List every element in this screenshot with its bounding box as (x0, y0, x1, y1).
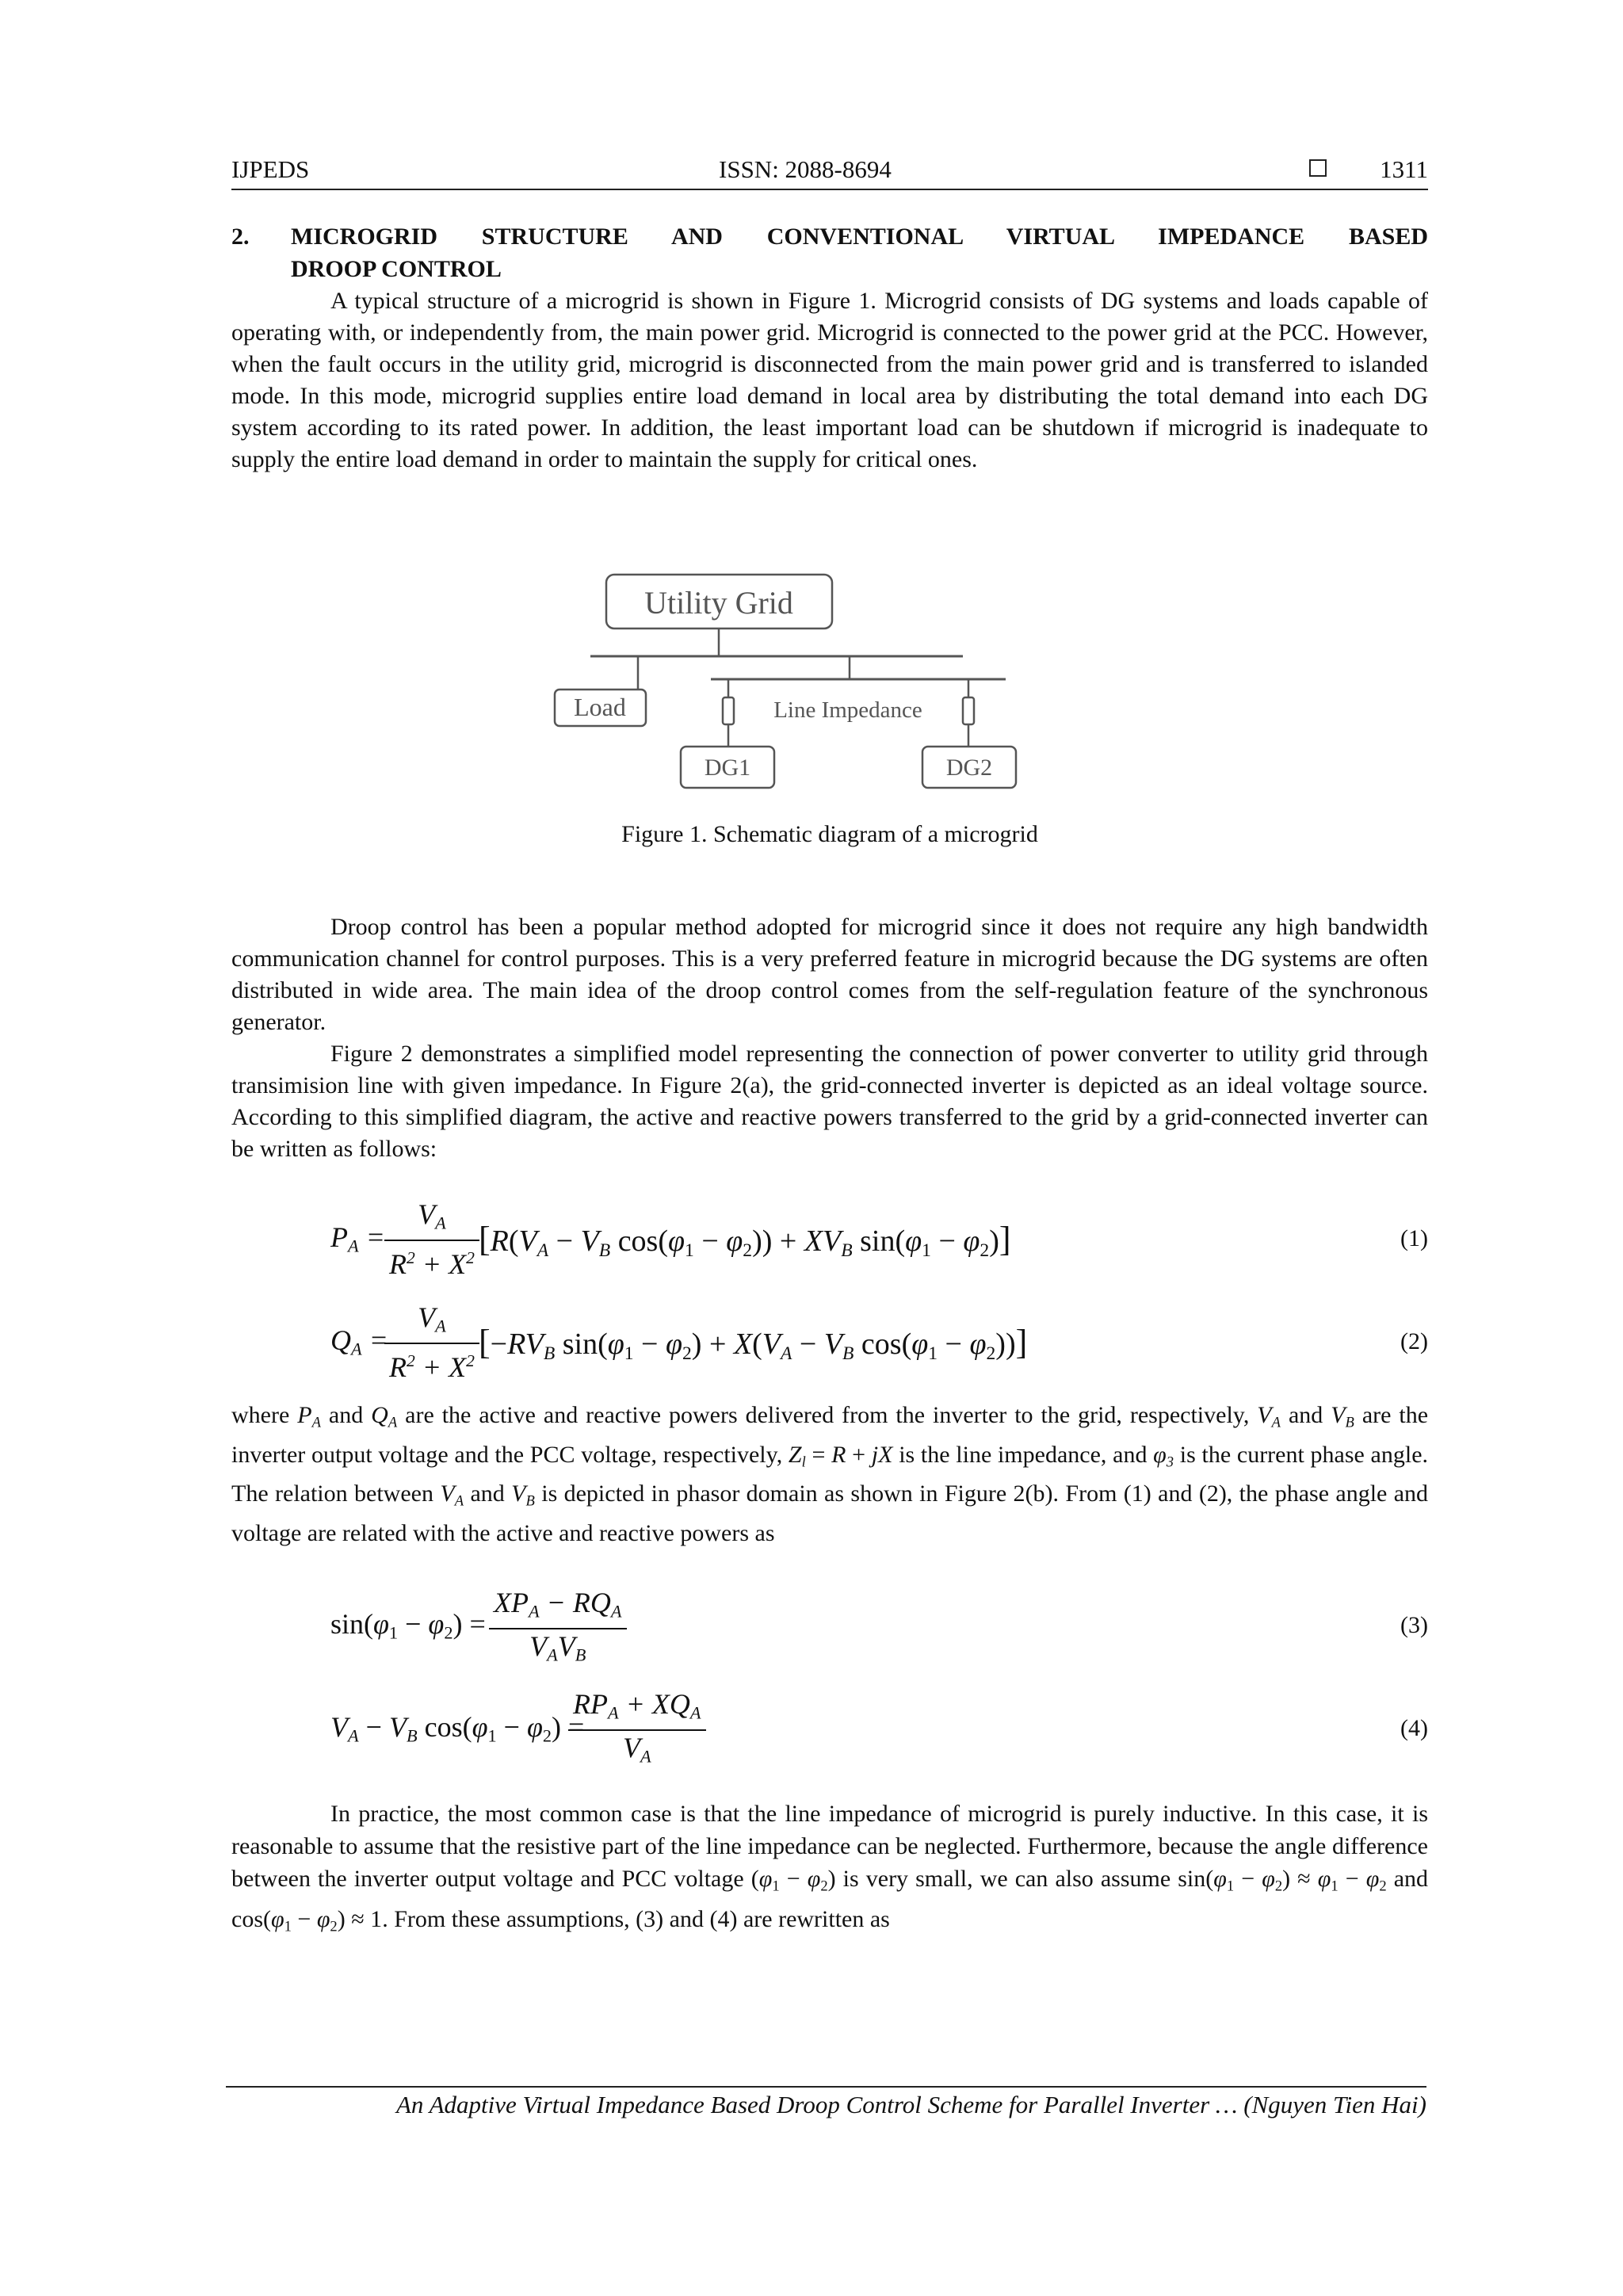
load-label: Load (574, 693, 626, 721)
equation-3: $\sin(\varphi_1 - \varphi_2)$ = $XP_A - RQ_A$ $V_AV_B$ (3) (330, 1587, 1428, 1665)
paragraph-3: Figure 2 demonstrates a simplified model representing the connection of power converter to utility grid through transimision line with given impedance. In Figure 2(a), the grid-connected inverter is depicted as an ideal voltage source. According to this simplified diagram, the active and reactive powers transferred to the grid by a grid-connected inverter can be written as follows: (231, 1041, 1428, 1162)
running-header (231, 152, 1428, 190)
page-number: 1311 (1380, 155, 1428, 183)
running-footer: An Adaptive Virtual Impedance Based Droop Control Scheme for Parallel Inverter … (Nguyen Tien Hai) (226, 2086, 1426, 2119)
utility-grid-label: Utility Grid (644, 585, 793, 621)
equation-1: $P_A$ = $\frac{V_A}{R^2 + X^2}$ [$R(V_A - V_B$ $\cos(\varphi_1 - \varphi_2)) + XV_B$ $\sin(\varphi_1 - \varphi_2)$] (1) (330, 1198, 1428, 1280)
equation-3-label: (3) (1400, 1612, 1428, 1638)
checkbox-square-icon (1309, 159, 1327, 177)
line-impedance-right (963, 697, 974, 724)
section-title-line1: MICROGRID STRUCTURE AND CONVENTIONAL VIRTUAL IMPEDANCE BASED (291, 223, 1428, 250)
microgrid-schematic (574, 571, 1301, 808)
line-impedance-label: Line Impedance (773, 697, 922, 723)
paragraph-1: A typical structure of a microgrid is shown in Figure 1. Microgrid consists of DG systems and loads capable of operating with, or independently from, the main power grid. Microgrid is connected to the power grid at the PCC. However, when the fault occurs in the utility grid, microgrid is disconnected from the main power grid and is transferred to islanded mode. In this mode, microgrid supplies entire load demand in local area by distributing the total demand into each DG system according to its rated power. In addition, the least important load can be shutdown if microgrid is inadequate to supply the entire load demand in order to maintain the supply for critical ones. (231, 288, 1428, 472)
equation-4-label: (4) (1400, 1715, 1428, 1741)
equation-1-label: (1) (1400, 1225, 1428, 1251)
section-number: 2. (231, 223, 250, 250)
paragraph-4: where $P_A$ and $Q_A$ are the active and reactive powers delivered from the inverter to the grid, respectively, $V_A$ and $V_B$ are the inverter output voltage and the PCC voltage, respectively, $Z_l = R$ + jX is the line impedance, and $\varphi_3$ is the current phase angle. The relation between $V_A$ and $V_B$ is depicted in phasor domain as shown in Figure 2(b). From (1) and (2), the phase angle and voltage are related with the active and reactive powers as (231, 1402, 1429, 1546)
section-title-line2: DROOP CONTROL (291, 256, 502, 282)
equation-2: $Q_A$ = $\frac{V_A}{R^2 + X^2}$ [$-RV_B$ $\sin(\varphi_1 - \varphi_2) + X(V_A - V_B$ $\cos(\varphi_1 - \varphi_2)$)] (2) (330, 1301, 1428, 1383)
equation-2-label: (2) (1400, 1328, 1428, 1354)
paragraph-2: Droop control has been a popular method adopted for microgrid since it does not require any high bandwidth communication channel for control purposes. This is a very preferred feature in microgrid because the DG systems are often distributed in wide area. The main idea of the droop control comes from the self-regulation feature of the synchronous generator. (231, 914, 1428, 1035)
dg1-label: DG1 (704, 755, 751, 781)
issn: ISSN: 2088-8694 (719, 155, 892, 183)
equation-4: $V_A - V_B$ $\cos(\varphi_1 - \varphi_2)$ = $RP_A + XQ_A$ $V_A$ (4) (330, 1688, 1428, 1767)
line-impedance-left (723, 697, 734, 724)
journal-name: IJPEDS (231, 155, 310, 183)
dg2-label: DG2 (945, 755, 993, 781)
figure1-caption: Figure 1. Schematic diagram of a microgrid (621, 821, 1038, 847)
paragraph-5: In practice, the most common case is that the line impedance of microgrid is purely inductive. In this case, it is reasonable to assume that the resistive part of the line impedance can be neglected. Furthermore, because the angle difference between the inverter output voltage and PCC voltage $(\varphi_1 - \varphi_2)$ is very small, we can also assume $\sin(\varphi_1 - \varphi_2) \approx \varphi_1 - \varphi_2$ and $\cos(\varphi_1 - \varphi_2) \approx 1$. From these assumptions, (3) and (4) are rewritten as (231, 1801, 1429, 1935)
